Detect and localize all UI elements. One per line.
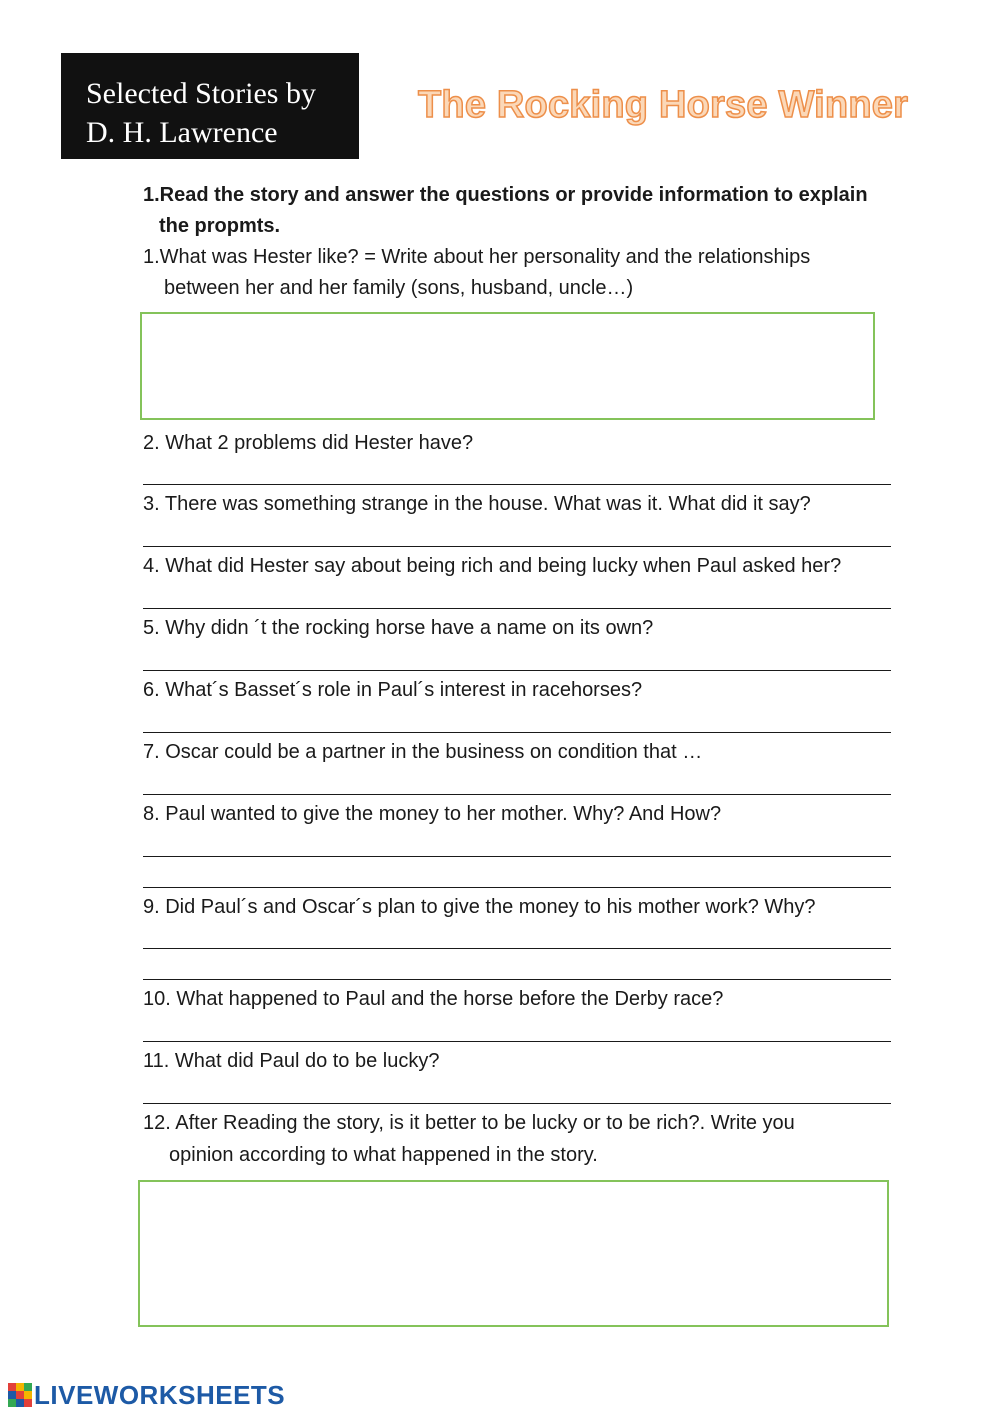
answer-line-8a[interactable] (143, 856, 891, 857)
answer-line-9b[interactable] (143, 979, 891, 980)
question-11: 11. What did Paul do to be lucky? (143, 1050, 440, 1072)
answer-line-5[interactable] (143, 670, 891, 671)
answer-line-9a[interactable] (143, 948, 891, 949)
question-8: 8. Paul wanted to give the money to her mother. Why? And How? (143, 803, 722, 825)
question-12-line2: opinion according to what happened in the story. (169, 1144, 598, 1166)
answer-line-3[interactable] (143, 546, 891, 547)
answer-box-1[interactable] (140, 312, 875, 420)
answer-line-10[interactable] (143, 1041, 891, 1042)
liveworksheets-logo (8, 1380, 285, 1410)
instructions-line1: 1.Read the story and answer the questions or provide information to explain (143, 184, 868, 206)
book-title-line1: Selected Stories by (86, 77, 316, 110)
question-12-line1: 12. After Reading the story, is it better to be lucky or to be rich?. Write you (143, 1112, 795, 1134)
question-1-line2: between her and her family (sons, husband, uncle…) (164, 277, 634, 299)
liveworksheets-logo-text: LIVEWORKSHEETS (34, 1379, 286, 1410)
answer-line-11[interactable] (143, 1103, 891, 1104)
question-1-line1: 1.What was Hester like? = Write about her personality and the relationships (143, 246, 811, 268)
question-6: 6. What´s Basset´s role in Paul´s interest in racehorses? (143, 679, 643, 701)
question-7: 7. Oscar could be a partner in the business on condition that … (143, 741, 703, 763)
question-10: 10. What happened to Paul and the horse before the Derby race? (143, 988, 724, 1010)
question-3: 3. There was something strange in the house. What was it. What did it say? (143, 493, 811, 515)
question-5: 5. Why didn ´t the rocking horse have a name on its own? (143, 617, 654, 639)
worksheet-title: The Rocking Horse Winner (418, 84, 909, 126)
answer-line-4[interactable] (143, 608, 891, 609)
answer-line-6[interactable] (143, 732, 891, 733)
answer-line-2[interactable] (143, 484, 891, 485)
answer-line-8b[interactable] (143, 887, 891, 888)
book-title-line2: D. H. Lawrence (86, 116, 278, 149)
answer-line-7[interactable] (143, 794, 891, 795)
liveworksheets-logo-icon (8, 1383, 32, 1407)
question-4: 4. What did Hester say about being rich and being lucky when Paul asked her? (143, 555, 842, 577)
instructions-line2: the propmts. (159, 215, 281, 237)
answer-box-12[interactable] (138, 1180, 889, 1327)
question-9: 9. Did Paul´s and Oscar´s plan to give the money to his mother work? Why? (143, 896, 816, 918)
question-2: 2. What 2 problems did Hester have? (143, 432, 474, 454)
book-title-box (61, 53, 359, 159)
